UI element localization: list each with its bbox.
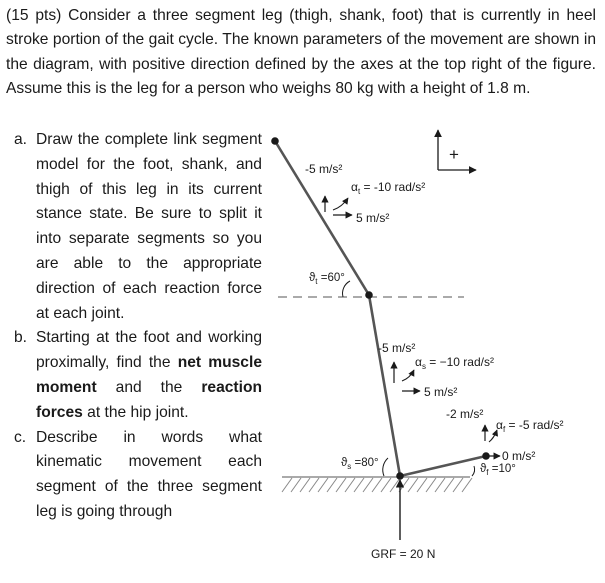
question-c-text: Describe in words what kinematic movement each segment of the three segment leg is going through bbox=[36, 428, 262, 520]
shank-angular-acc: $\alpha_s = -10$ rad/s² bbox=[415, 355, 494, 371]
thigh-kinematics bbox=[305, 162, 425, 297]
shank-segment bbox=[369, 295, 400, 476]
question-a-label: a. bbox=[14, 131, 28, 148]
question-b-bold-forces: reaction forces bbox=[36, 378, 262, 421]
ground-hatch bbox=[282, 477, 472, 492]
question-a-text: Draw the complete link segment model for the foot, shank, and thigh of this leg in its current stance state. Be sure to split it into separate segments so you are able to the appropriate direction of each reaction force at each joint. bbox=[36, 131, 262, 322]
hip-joint bbox=[271, 137, 279, 145]
thigh-angular-acc: $\alpha_t = -10$ rad/s² bbox=[351, 180, 426, 196]
question-c-label: c. bbox=[14, 428, 27, 446]
question-b-text-mid: and the bbox=[96, 378, 202, 396]
thigh-linear-acc: -5 m/s² bbox=[305, 162, 343, 176]
grf-arrow bbox=[371, 480, 435, 561]
shank-acc-x: 5 m/s² bbox=[424, 385, 458, 399]
shank-angle: $ϑ_s =80^\circ$ bbox=[341, 457, 379, 471]
foot-segment bbox=[400, 456, 486, 476]
thigh-acc-x: 5 m/s² bbox=[356, 211, 390, 225]
foot-linear-acc: -2 m/s² bbox=[446, 407, 484, 421]
grf-label: GRF = 20 N bbox=[371, 547, 436, 561]
question-b-bold-moment: net muscle moment bbox=[36, 354, 262, 396]
foot-angular-acc: $\alpha_f = -5$ rad/s² bbox=[496, 418, 564, 434]
problem-intro: (15 pts) Consider a three segment leg (thigh, shank, foot) that is currently in heel stroke portion of the gait cycle. The known parameters of the movement are shown in the diagram, with positive direction defined by the axes at the top right of the figure. Assume this is the leg for a person who weighs 80 kg with a height of 1.8 m. bbox=[6, 7, 596, 98]
question-b-text-after: at the hip joint. bbox=[82, 403, 189, 421]
foot-kinematics bbox=[446, 407, 564, 477]
question-b-label: b. bbox=[14, 329, 28, 347]
thigh-angle: $ϑ_t =60^\circ$ bbox=[309, 272, 345, 286]
thigh-angular-arrow-icon bbox=[333, 198, 348, 210]
shank-angular-arrow-icon bbox=[402, 370, 414, 381]
foot-acc-x: 0 m/s² bbox=[502, 449, 536, 463]
question-b-text-before: Starting at the foot and working proximally, find the bbox=[36, 329, 262, 372]
shank-linear-acc: -5 m/s² bbox=[378, 341, 416, 355]
ankle-joint bbox=[396, 472, 404, 480]
axis-positive-sign: + bbox=[449, 145, 459, 164]
positive-axes-icon bbox=[438, 130, 476, 170]
knee-joint bbox=[365, 291, 373, 299]
foot-angle: $ϑ_f =10^\circ$ bbox=[480, 463, 516, 477]
